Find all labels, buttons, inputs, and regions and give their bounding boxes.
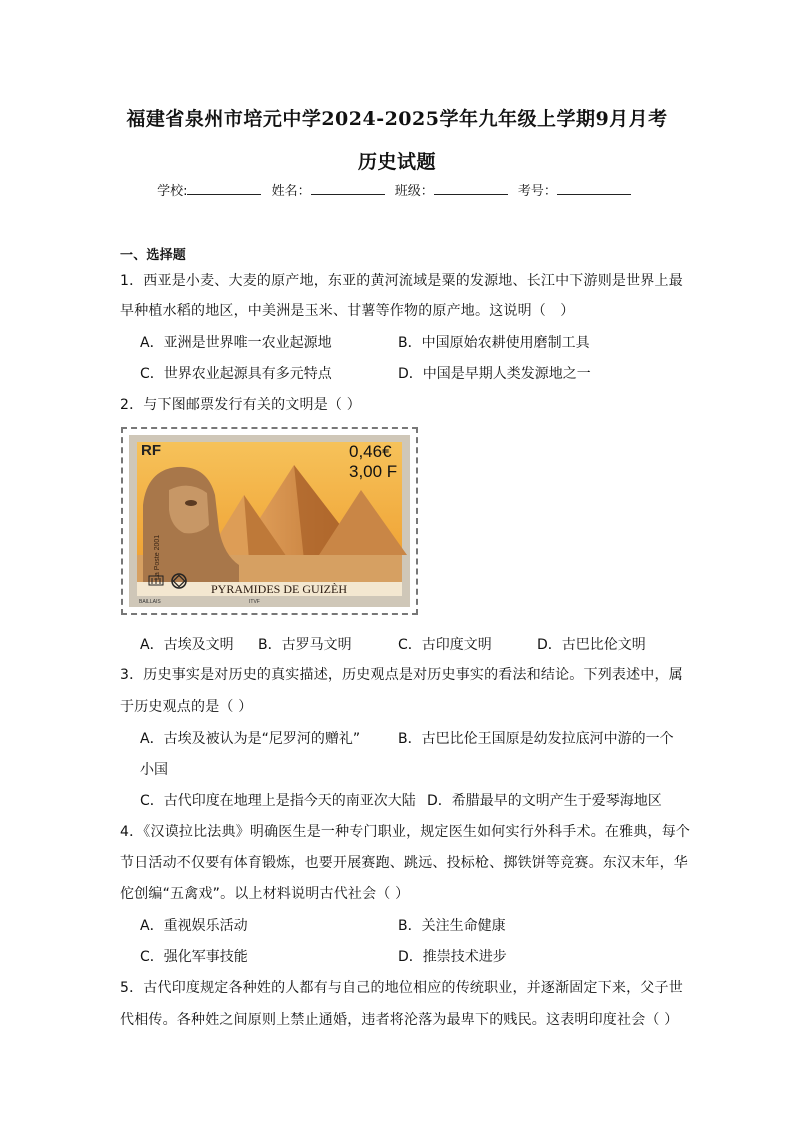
q1-option-a[interactable]: A．亚洲是世界唯一农业起源地	[140, 335, 332, 351]
stamp-price-franc: 3,00 F	[349, 462, 398, 481]
stamp-printer: ITVF	[249, 599, 260, 605]
q1-option-c[interactable]: C．世界农业起源具有多元特点	[140, 366, 332, 382]
name-label: 姓名：	[271, 184, 311, 199]
stamp-rf: RF	[141, 442, 161, 459]
q5-stem-line2: 代相传。各种姓之间原则上禁止通婚，违者将沦落为最卑下的贱民。这表明印度社会（ ）	[120, 1012, 679, 1028]
stamp-designer: BAILLAIS	[139, 599, 161, 605]
q1-option-b[interactable]: B．中国原始农耕使用磨制工具	[398, 335, 590, 351]
q2-option-b[interactable]: B．古罗马文明	[258, 637, 352, 653]
exam-number-blank[interactable]	[557, 182, 631, 195]
q2-option-c[interactable]: C．古印度文明	[398, 637, 492, 653]
stamp-illustration	[129, 435, 410, 607]
q4-option-a[interactable]: A．重视娱乐活动	[140, 918, 248, 934]
exam-title: 福建省泉州市培元中学2024-2025学年九年级上学期9月月考	[126, 108, 668, 130]
q3-option-b-continued: 小国	[140, 762, 168, 778]
q2-option-a[interactable]: A．古埃及文明	[140, 637, 234, 653]
stamp-caption: PYRAMIDES DE GUIZÈH	[211, 582, 347, 596]
q4-option-c[interactable]: C．强化军事技能	[140, 949, 248, 965]
q2-stem: 2．与下图邮票发行有关的文明是（ ）	[120, 397, 361, 413]
q4-stem-line3: 佗创编“五禽戏”。以上材料说明古代社会（ ）	[120, 886, 410, 902]
school-blank[interactable]	[187, 182, 261, 195]
name-blank[interactable]	[311, 182, 385, 195]
q4-option-b[interactable]: B．关注生命健康	[398, 918, 506, 934]
q3-option-d[interactable]: D．希腊最早的文明产生于爱琴海地区	[427, 793, 662, 809]
student-info-row	[0, 180, 794, 199]
q1-stem-line1: 1．西亚是小麦、大麦的原产地，东亚的黄河流域是粟的发源地、长江中下游则是世界上最	[120, 273, 683, 289]
q1-option-d[interactable]: D．中国是早期人类发源地之一	[398, 366, 591, 382]
q1-stem-line2: 早种植水稻的地区，中美洲是玉米、甘薯等作物的原产地。这说明（ ）	[120, 303, 575, 319]
section-heading: 一、选择题	[120, 248, 187, 263]
q3-stem-line2: 于历史观点的是（ ）	[120, 699, 253, 715]
stamp-side-text: La Poste 2001	[154, 534, 161, 580]
exam-number-label: 考号：	[517, 184, 557, 199]
q5-stem-line1: 5．古代印度规定各种姓的人都有与自己的地位相应的传统职业，并逐渐固定下来，父子世	[120, 980, 683, 996]
class-blank[interactable]	[434, 182, 508, 195]
pyramids-stamp-image	[121, 427, 418, 615]
q3-option-b[interactable]: B．古巴比伦王国原是幼发拉底河中游的一个	[398, 731, 674, 747]
q4-stem-line1: 4．《汉谟拉比法典》明确医生是一种专门职业，规定医生如何实行外科手术。在雅典，每个	[120, 824, 691, 840]
q2-option-d[interactable]: D．古巴比伦文明	[537, 637, 646, 653]
exam-subtitle: 历史试题	[357, 151, 436, 173]
q4-stem-line2: 节日活动不仅要有体育锻炼，也要开展赛跑、跳远、投标枪、掷铁饼等竞赛。东汉末年，华	[120, 855, 688, 871]
q3-option-c[interactable]: C．古代印度在地理上是指今天的南亚次大陆	[140, 793, 416, 809]
school-label: 学校:	[157, 184, 188, 199]
stamp-price-euro: 0,46€	[349, 442, 392, 461]
q3-option-a[interactable]: A．古埃及被认为是“尼罗河的赠礼”	[140, 731, 361, 747]
q4-option-d[interactable]: D．推崇技术进步	[398, 949, 507, 965]
q3-stem-line1: 3．历史事实是对历史的真实描述，历史观点是对历史事实的看法和结论。下列表述中，属	[120, 667, 683, 683]
sphinx-eye	[185, 500, 197, 506]
class-label: 班级：	[394, 184, 434, 199]
